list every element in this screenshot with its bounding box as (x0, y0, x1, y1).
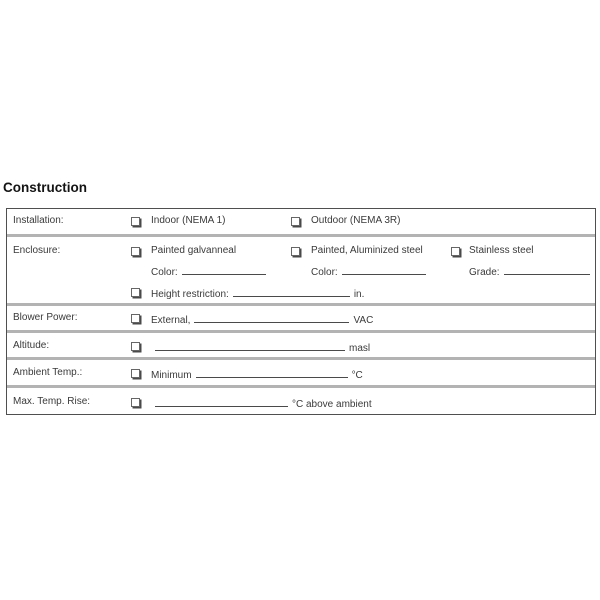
row-ambient-temp (7, 360, 595, 385)
checkbox-external-blower[interactable] (131, 314, 140, 323)
unit-label: °C (351, 370, 363, 381)
checkbox-indoor-nema1[interactable] (131, 217, 140, 226)
construction-spec-table (6, 208, 596, 415)
row-label: Altitude: (13, 340, 50, 351)
unit-label: °C above ambient (292, 399, 372, 410)
option-label: Indoor (NEMA 1) (151, 215, 226, 226)
option-label: Painted galvanneal (151, 245, 237, 256)
row-label: Max. Temp. Rise: (13, 396, 91, 407)
field-label: Grade: (469, 267, 500, 278)
grade-field-stainless (469, 264, 594, 279)
row-blower-power (7, 306, 595, 330)
section-heading: Construction (3, 180, 87, 195)
color-field-galvanneal (151, 264, 270, 279)
celsius-fill-line[interactable] (196, 367, 348, 378)
vac-fill-line[interactable] (194, 312, 349, 323)
option-label: Outdoor (NEMA 3R) (311, 215, 401, 226)
checkbox-max-temp-rise[interactable] (131, 398, 140, 407)
field-label: Minimum (151, 370, 192, 381)
checkbox-altitude[interactable] (131, 342, 140, 351)
field-label: External, (151, 315, 191, 326)
checkbox-stainless-steel[interactable] (451, 247, 460, 256)
temp-rise-field (151, 396, 372, 411)
color-field-aluminized (311, 264, 430, 279)
option-label: Stainless steel (469, 245, 534, 256)
row-label: Ambient Temp.: (13, 367, 83, 378)
checkbox-painted-aluminized-steel[interactable] (291, 247, 300, 256)
row-max-temp-rise (7, 388, 595, 414)
row-installation (7, 209, 595, 234)
height-restriction-field (151, 286, 364, 301)
external-vac-field (151, 312, 373, 327)
row-label: Blower Power: (13, 312, 78, 323)
color-fill-line[interactable] (342, 264, 426, 275)
unit-label: masl (349, 343, 371, 354)
temp-rise-fill-line[interactable] (155, 396, 288, 407)
grade-fill-line[interactable] (504, 264, 590, 275)
checkbox-outdoor-nema3r[interactable] (291, 217, 300, 226)
checkbox-height-restriction[interactable] (131, 288, 140, 297)
option-label: Painted, Aluminized steel (311, 245, 423, 256)
color-fill-line[interactable] (182, 264, 266, 275)
field-label: Height restriction: (151, 289, 229, 300)
row-altitude (7, 333, 595, 357)
field-label: Color: (151, 267, 178, 278)
row-label: Enclosure: (13, 245, 61, 256)
row-enclosure (7, 237, 595, 303)
row-label: Installation: (13, 215, 64, 226)
field-label: Color: (311, 267, 338, 278)
unit-label: VAC (353, 315, 374, 326)
checkbox-painted-galvanneal[interactable] (131, 247, 140, 256)
checkbox-minimum-ambient[interactable] (131, 369, 140, 378)
unit-label: in. (353, 289, 365, 300)
height-fill-line[interactable] (233, 286, 350, 297)
altitude-field (151, 340, 370, 355)
masl-fill-line[interactable] (155, 340, 345, 351)
minimum-temp-field (151, 367, 363, 382)
